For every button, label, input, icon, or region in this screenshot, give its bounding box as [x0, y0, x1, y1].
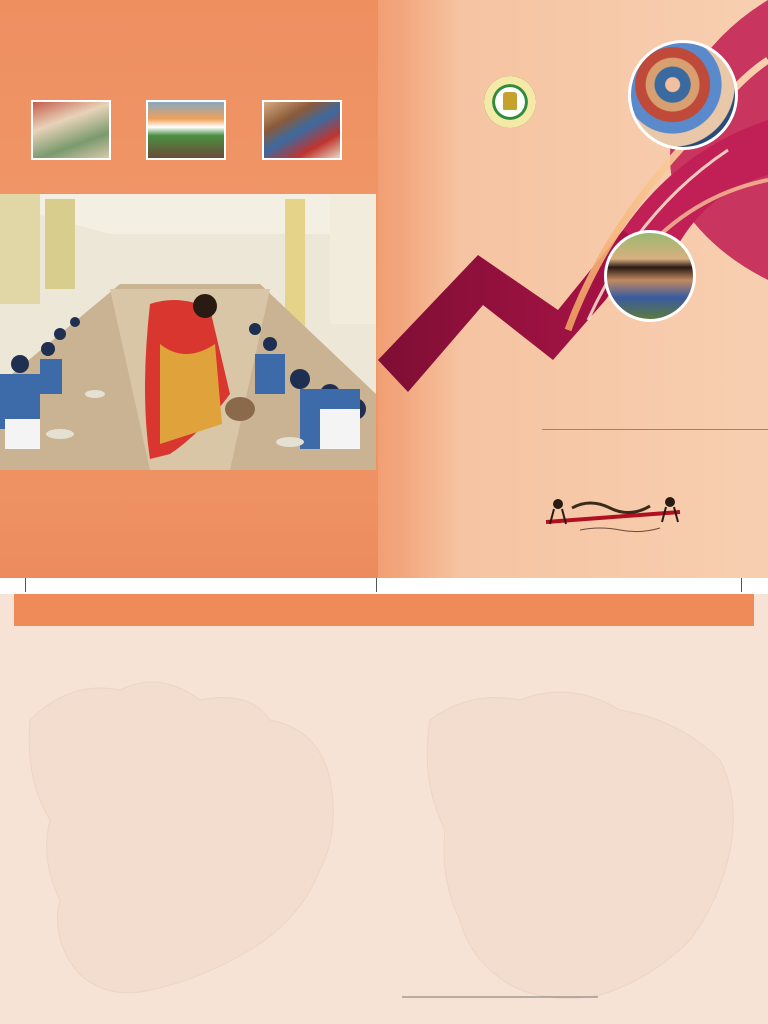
state-map-left	[29, 682, 333, 993]
state-map-right	[427, 692, 733, 998]
